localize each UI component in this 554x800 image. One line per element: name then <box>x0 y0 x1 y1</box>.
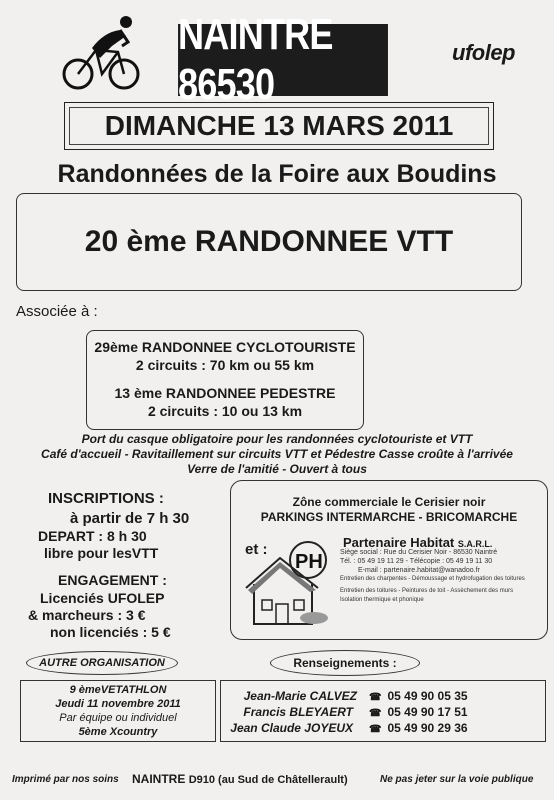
main-event: 20 ème RANDONNEE VTT <box>84 225 454 258</box>
engagement-line: Licenciés UFOLEP <box>40 590 165 606</box>
ufolep-logo: ufolep <box>452 40 515 65</box>
info-line: Verre de l'amitié - Ouvert à tous <box>187 462 367 476</box>
zone-line2: PARKINGS INTERMARCHE - BRICOMARCHE <box>260 510 518 524</box>
contact-name: Jean Claude JOYEUX <box>230 721 353 735</box>
phone-number: 05 49 90 17 51 <box>387 705 468 719</box>
footer-town: NAINTRE <box>132 772 186 786</box>
phone-number: 05 49 90 05 35 <box>387 689 468 703</box>
zone-line1: Zône commerciale le Cerisier noir <box>292 495 486 509</box>
card-line: Tél. : 05 49 19 11 29 - Télécopie : 05 49 19 11 30 <box>340 558 493 565</box>
info-line: Café d'accueil - Ravitaillement sur circuits VTT et Pédestre Casse croûte à l'arrivée <box>41 447 513 461</box>
cyclist-icon <box>62 12 144 92</box>
partner-card <box>340 548 540 628</box>
card-line: Siège social : Rue du Cerisier Noir - 86530 Naintré <box>340 549 498 556</box>
engagement-line: non licenciés : 5 € <box>50 624 171 640</box>
pedestre-circuits: 2 circuits : 10 ou 13 km <box>147 403 303 419</box>
card-line: Entretien des toitures - Peintures de toit - Assèchement des murs <box>340 588 514 594</box>
event-date-text: DIMANCHE 13 MARS 2011 <box>104 110 454 141</box>
ph-logo-letters: PH <box>295 551 323 573</box>
card-line: Entretien des charpentes - Démoussage et hydrofugation des toitures <box>340 576 525 582</box>
card-line: E-mail : partenaire.habitat@wanadoo.fr <box>358 567 480 574</box>
inscriptions-start: à partir de 7 h 30 <box>70 510 190 527</box>
event-date <box>64 102 494 150</box>
contact-name: Francis BLEYAERT <box>243 705 353 719</box>
cyclo-title: 29ème RANDONNEE CYCLOTOURISTE <box>94 339 356 355</box>
inscriptions-title: INSCRIPTIONS : <box>48 490 164 507</box>
autre-label-text: AUTRE ORGANISATION <box>39 657 165 669</box>
card-line: Isolation thermique et phonique <box>340 597 424 603</box>
footer-road: D910 (au Sud de Châtellerault) <box>188 774 348 786</box>
subtitle: Randonnées de la Foire aux Boudins <box>57 160 497 188</box>
associee-label: Associée à : <box>16 303 98 320</box>
info-line: Port du casque obligatoire pour les randonnées cyclotouriste et VTT <box>81 432 473 446</box>
contact-phone <box>369 721 468 735</box>
renseignements-text: Renseignements : <box>293 656 397 670</box>
footer-printed: Imprimé par nos soins <box>12 774 119 785</box>
vet-line: 9 èmeVETATHLON <box>69 684 167 696</box>
contact-phone <box>369 705 468 719</box>
engagement-line: & marcheurs : 3 € <box>28 607 146 623</box>
partner-name-text: Partenaire Habitat <box>343 535 455 550</box>
contact-phone <box>369 689 468 703</box>
renseignements-label <box>270 650 420 676</box>
libre-vtt: libre pour lesVTT <box>44 545 159 561</box>
phone-icon: ☎ <box>369 692 382 703</box>
phone-icon: ☎ <box>369 708 382 719</box>
autre-organisation-label <box>26 651 178 675</box>
vetathlon-box <box>20 680 216 742</box>
phone-icon: ☎ <box>369 724 382 735</box>
depart-time: DEPART : 8 h 30 <box>38 528 147 544</box>
contact-box <box>220 680 546 742</box>
rando-box <box>86 330 364 430</box>
footer-notice: Ne pas jeter sur la voie publique <box>380 774 534 785</box>
zone-et: et : <box>245 541 268 558</box>
engagement-title: ENGAGEMENT : <box>58 572 167 588</box>
town-title: NAINTRE 86530 <box>178 24 388 96</box>
vet-line: Jeudi 11 novembre 2011 <box>55 698 181 710</box>
partner-suffix: S.A.R.L. <box>457 539 493 549</box>
vet-line: 5ème Xcountry <box>78 726 158 738</box>
house-logo-icon <box>240 538 330 630</box>
footer-location <box>132 772 348 786</box>
phone-number: 05 49 90 29 36 <box>387 721 468 735</box>
cyclo-circuits: 2 circuits : 70 km ou 55 km <box>135 357 315 373</box>
main-event-box <box>16 193 522 291</box>
vet-line: Par équipe ou individuel <box>59 712 177 724</box>
contact-name: Jean-Marie CALVEZ <box>243 689 357 703</box>
pedestre-title: 13 ème RANDONNEE PEDESTRE <box>114 385 336 401</box>
